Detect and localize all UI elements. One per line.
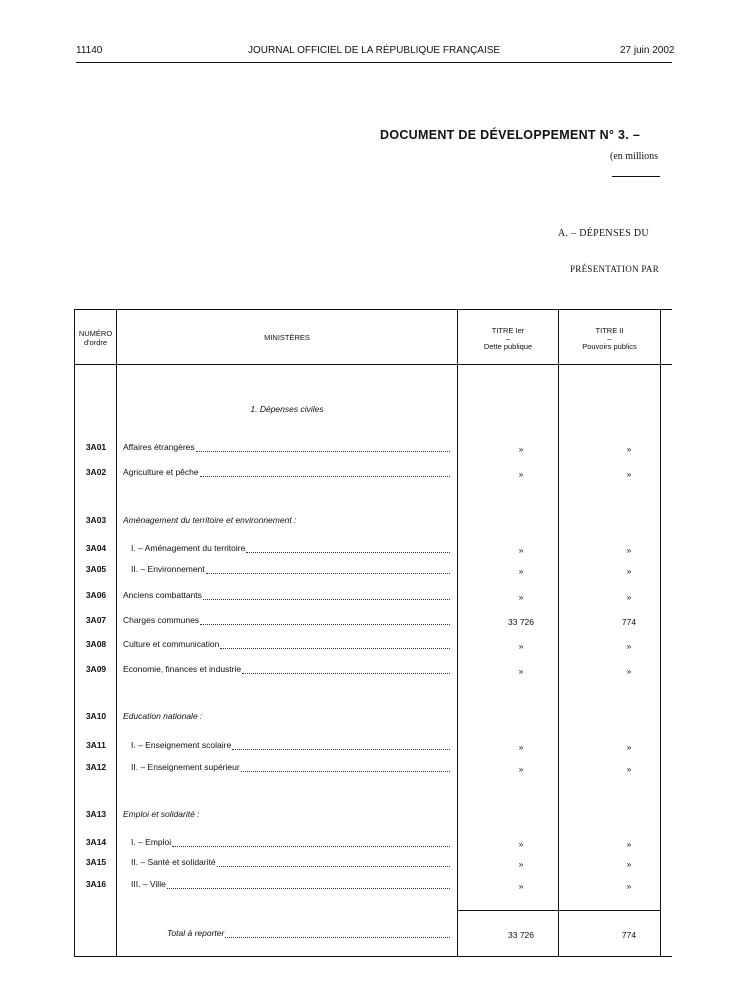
row-titre1-value: » <box>518 566 524 576</box>
dot-leader <box>246 544 450 553</box>
row-titre1-value: » <box>518 469 524 479</box>
row-titre2-value: » <box>626 859 632 869</box>
unit-note: (en millions <box>610 151 659 162</box>
row-titre1-value: » <box>518 666 524 676</box>
row-titre1-value: » <box>518 444 524 454</box>
row-label <box>131 740 450 750</box>
header-titre2-sep: – <box>607 334 612 343</box>
row-code: 3A02 <box>85 467 107 477</box>
row-titre2-value: » <box>626 641 632 651</box>
row-label <box>123 590 450 600</box>
row-label-text: Affaires étrangères <box>123 442 195 452</box>
row-titre2-value: » <box>626 545 632 555</box>
row-titre2-value: » <box>626 881 632 891</box>
row-label-text: II. – Enseignement supérieur <box>131 762 240 772</box>
row-label <box>131 762 450 772</box>
row-titre2-value: 774 <box>621 617 637 627</box>
row-label <box>123 639 450 649</box>
page-date: 27 juin 2002 <box>620 45 675 56</box>
row-code: 3A01 <box>85 442 107 452</box>
row-code: 3A05 <box>85 564 107 574</box>
dot-leader <box>167 880 450 889</box>
table-top-border <box>74 309 672 310</box>
row-code: 3A15 <box>85 857 107 867</box>
row-label-text: Charges communes <box>123 615 200 625</box>
row-label-text: I. – Aménagement du territoire <box>131 543 246 553</box>
row-label <box>131 564 450 574</box>
row-code: 3A13 <box>85 809 107 819</box>
column-divider-4 <box>660 309 661 957</box>
row-titre1-value: » <box>518 839 524 849</box>
row-code: 3A03 <box>85 515 107 525</box>
row-titre2-value: » <box>626 469 632 479</box>
total-row-label <box>167 928 450 938</box>
row-titre1-value: » <box>518 881 524 891</box>
row-titre1-value: » <box>518 742 524 752</box>
total-titre1: 33 726 <box>508 930 534 940</box>
row-titre2-value: » <box>626 566 632 576</box>
row-code: 3A04 <box>85 543 107 553</box>
row-titre2-value: » <box>626 666 632 676</box>
row-label <box>123 711 450 721</box>
dot-leader <box>232 741 450 750</box>
dot-leader <box>206 565 450 574</box>
row-label-text: Aménagement du territoire et environnement : <box>123 515 297 525</box>
row-titre2-value: » <box>626 839 632 849</box>
dot-leader <box>242 665 450 674</box>
dot-leader <box>241 763 450 772</box>
row-label <box>123 809 450 819</box>
row-code: 3A14 <box>85 837 107 847</box>
row-label <box>131 837 450 847</box>
dot-leader <box>203 591 450 600</box>
dot-leader <box>200 468 450 477</box>
presentation-title: PRÉSENTATION PAR <box>570 264 660 274</box>
total-separator <box>457 910 661 911</box>
row-label <box>123 664 450 674</box>
row-titre2-value: » <box>626 592 632 602</box>
dot-leader <box>200 616 450 625</box>
row-label <box>131 857 450 867</box>
row-titre1-value: » <box>518 592 524 602</box>
total-label: Total à reporter <box>167 928 225 938</box>
row-label-text: Emploi et solidarité : <box>123 809 200 819</box>
row-label-text: II. – Environnement <box>131 564 205 574</box>
row-label <box>123 615 450 625</box>
row-titre2-value: » <box>626 764 632 774</box>
row-code: 3A16 <box>85 879 107 889</box>
row-code: 3A08 <box>85 639 107 649</box>
total-titre2: 774 <box>621 930 637 940</box>
unit-rule <box>612 176 660 177</box>
row-label <box>123 442 450 452</box>
row-code: 3A07 <box>85 615 107 625</box>
row-titre1-value: » <box>518 859 524 869</box>
row-label-text: Economie, finances et industrie <box>123 664 242 674</box>
header-rule <box>76 62 672 63</box>
dot-leader <box>196 443 450 452</box>
section-civiles: 1. Dépenses civiles <box>250 404 324 414</box>
document-title: DOCUMENT DE DÉVELOPPEMENT N° 3. – <box>380 128 641 142</box>
row-titre1-value: » <box>518 545 524 555</box>
row-label-text: Anciens combattants <box>123 590 202 600</box>
header-titre1-sub: Dette publique <box>483 342 533 351</box>
dot-leader <box>220 640 450 649</box>
row-titre2-value: » <box>626 444 632 454</box>
row-code: 3A09 <box>85 664 107 674</box>
table-left-border <box>74 309 75 957</box>
header-titre2: TITRE II <box>595 326 624 335</box>
row-label-text: Education nationale : <box>123 711 203 721</box>
table-bottom-border <box>74 956 672 957</box>
page-number: 11140 <box>76 45 103 56</box>
section-title: A. – DÉPENSES DU <box>558 228 649 239</box>
row-titre1-value: 33 726 <box>508 617 534 627</box>
row-code: 3A12 <box>85 762 107 772</box>
row-label-text: I. – Enseignement scolaire <box>131 740 232 750</box>
row-label <box>131 879 450 889</box>
row-titre2-value: » <box>626 742 632 752</box>
header-titre1-sep: – <box>505 334 511 343</box>
row-titre1-value: » <box>518 764 524 774</box>
row-label <box>123 515 450 525</box>
row-label-text: Culture et communication <box>123 639 220 649</box>
row-code: 3A06 <box>85 590 107 600</box>
column-divider-3 <box>558 309 559 957</box>
header-titre2-sub: Pouvoirs publics <box>582 342 637 351</box>
row-label <box>123 467 450 477</box>
row-label-text: II. – Santé et solidarité <box>131 857 216 867</box>
header-titre1: TITRE Ier <box>491 326 525 335</box>
row-code: 3A10 <box>85 711 107 721</box>
dot-leader <box>217 858 450 867</box>
column-divider-2 <box>457 309 458 957</box>
row-label-text: III. – Ville <box>131 879 166 889</box>
dot-leader <box>172 838 450 847</box>
header-ministeres: MINISTÈRES <box>264 333 310 342</box>
journal-title: JOURNAL OFFICIEL DE LA RÉPUBLIQUE FRANÇAISE <box>248 45 501 56</box>
row-titre1-value: » <box>518 641 524 651</box>
header-numero: NUMÉRO d'ordre <box>78 329 113 347</box>
row-code: 3A11 <box>86 740 106 750</box>
table-header-border <box>74 364 672 365</box>
row-label-text: I. – Emploi <box>131 837 172 847</box>
row-label-text: Agriculture et pêche <box>123 467 199 477</box>
row-label <box>131 543 450 553</box>
